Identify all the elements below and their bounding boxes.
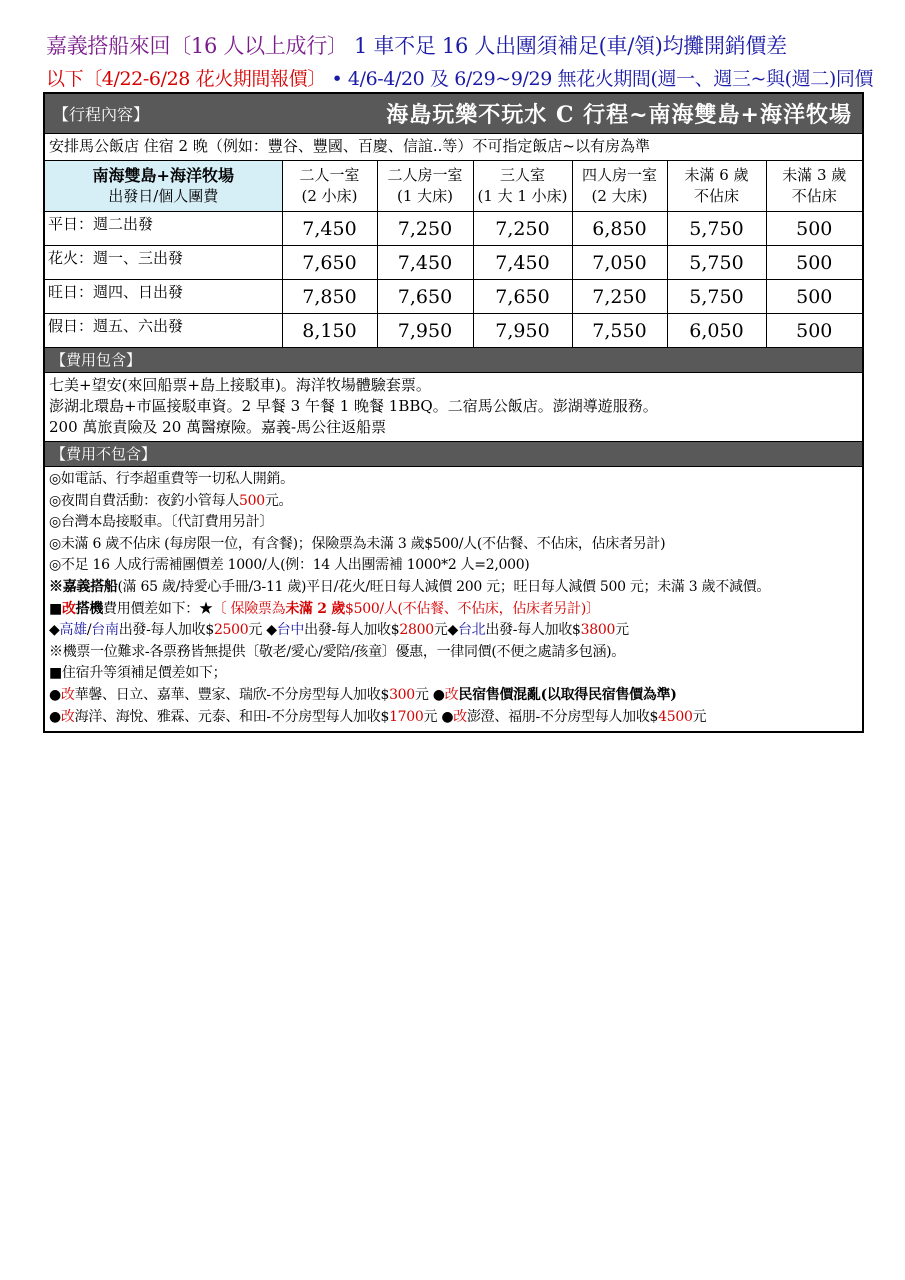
price-cell: 500 (766, 246, 862, 280)
hotel-note: 安排馬公飯店 住宿 2 晚（例如：豐谷、豐國、百慶、信誼..等）不可指定飯店~以有房為準 (45, 134, 862, 161)
price-table-header-row (45, 161, 862, 212)
header-line-1 (46, 30, 787, 60)
included-line: 七美+望安(來回船票+島上接駁車)。海洋牧場體驗套票。 (49, 376, 431, 394)
excluded-line: ※機票一位難求-各票務皆無提供〔敬老/愛心/愛陪/孩童〕優惠，一律同價(不便之處請多包涵)。 (49, 643, 626, 660)
excluded-list (45, 467, 862, 731)
itinerary-box (43, 92, 864, 733)
departure-day-cell: 花火：週一、三出發 (45, 246, 282, 280)
included-list (45, 373, 862, 441)
header-line-2 (46, 64, 873, 91)
column-header: 未滿 3 歲 不佔床 (766, 161, 862, 212)
price-cell: 500 (766, 212, 862, 246)
price-cell: 7,950 (473, 314, 572, 348)
excluded-line: ◎未滿 6 歲不佔床 (每房限一位，有含餐)；保險票為未滿 3 歲$500/人(不佔餐、不佔床，佔床者另計) (49, 535, 666, 552)
column-header: 四人房一室 (2 大床) (572, 161, 667, 212)
header-shortfall-note: 1 車不足 16 人出團須補足(車/領)均攤開銷價差 (354, 34, 787, 58)
departure-day-cell: 平日：週二出發 (45, 212, 282, 246)
included-line: 200 萬旅責險及 20 萬醫療險。嘉義-馬公往返船票 (49, 418, 387, 436)
departure-day-cell: 假日：週五、六出發 (45, 314, 282, 348)
price-cell: 7,650 (377, 280, 473, 314)
price-cell: 7,050 (572, 246, 667, 280)
price-cell: 500 (766, 314, 862, 348)
price-cell: 7,450 (377, 246, 473, 280)
excluded-line: ◎如電話、行李超重費等一切私人開銷。 (49, 471, 294, 487)
price-cell: 7,450 (473, 246, 572, 280)
price-cell: 7,850 (282, 280, 377, 314)
price-cell: 7,950 (377, 314, 473, 348)
header-fireworks-period: 以下〔4/22-6/28 花火期間報價〕 (46, 68, 326, 90)
price-cell: 7,450 (282, 212, 377, 246)
price-table (45, 161, 862, 347)
column-header: 三人室 (1 大 1 小床) (473, 161, 572, 212)
price-cell: 5,750 (667, 246, 766, 280)
route-header-cell (45, 161, 282, 212)
excluded-line: ◆高雄/台南出發-每人加收$2500元 ◆台中出發-每人加收$2800元◆台北出發-每人加收$3800元 (49, 622, 629, 639)
price-cell: 7,650 (473, 280, 572, 314)
included-line: 澎湖北環島+市區接駁車資。2 早餐 3 午餐 1 晚餐 1BBQ。二宿馬公飯店。澎湖導遊服務。 (49, 397, 658, 415)
excluded-line: ■改搭機費用價差如下：★〔 保險票為未滿 2 歲$500/人(不佔餐、不佔床，佔床者另計)〕 (49, 600, 600, 617)
table-row (45, 314, 862, 348)
table-row (45, 246, 862, 280)
column-header: 未滿 6 歲 不佔床 (667, 161, 766, 212)
route-name: 南海雙島+海洋牧場 (92, 166, 234, 185)
itinerary-title-bar (45, 94, 862, 134)
price-cell: 7,550 (572, 314, 667, 348)
route-subtitle: 出發日/個人團費 (108, 187, 219, 205)
price-cell: 500 (766, 280, 862, 314)
header-group-tour-note: 嘉義搭船來回〔16 人以上成行〕 (46, 34, 348, 58)
excluded-section-bar: 【費用不包含】 (45, 441, 862, 467)
column-header: 二人房一室 (1 大床) (377, 161, 473, 212)
price-cell: 7,250 (572, 280, 667, 314)
itinerary-title: 海島玩樂不玩水 C 行程~南海雙島+海洋牧場 (386, 102, 852, 128)
itinerary-label: 【行程內容】 (53, 105, 150, 124)
price-cell: 6,850 (572, 212, 667, 246)
excluded-line: ※嘉義搭船(滿 65 歲/持愛心手冊/3-11 歲)平日/花火/旺日每人減價 200 元；旺日每人減價 500 元；未滿 3 歲不減價。 (49, 578, 771, 595)
price-cell: 7,650 (282, 246, 377, 280)
excluded-line: ◎不足 16 人成行需補團價差 1000/人(例：14 人出團需補 1000*2 人=2,000) (49, 557, 530, 574)
price-cell: 7,250 (377, 212, 473, 246)
included-section-bar: 【費用包含】 (45, 347, 862, 373)
excluded-line: ●改華馨、日立、嘉華、豐家、瑞欣-不分房型每人加收$300元 ●改民宿售價混亂(以取得民宿售價為準) (49, 686, 677, 703)
excluded-line: ◎台灣本島接駁車。〔代訂費用另計〕 (49, 514, 274, 531)
excluded-line: ◎夜間自費活動：夜釣小管每人500元。 (49, 492, 293, 509)
excluded-line: ●改海洋、海悅、雅霖、元泰、和田-不分房型每人加收$1700元 ●改澎澄、福朋-不分房型每人加收$4500元 (49, 708, 707, 725)
header-off-period: • 4/6-4/20 及 6/29~9/29 無花火期間(週一、週三~與(週二)同價 (331, 68, 874, 90)
excluded-line: ■住宿升等須補足價差如下； (49, 665, 227, 682)
price-cell: 7,250 (473, 212, 572, 246)
price-cell: 8,150 (282, 314, 377, 348)
column-header: 二人一室 (2 小床) (282, 161, 377, 212)
departure-day-cell: 旺日：週四、日出發 (45, 280, 282, 314)
table-row (45, 212, 862, 246)
price-cell: 5,750 (667, 212, 766, 246)
price-cell: 6,050 (667, 314, 766, 348)
table-row (45, 280, 862, 314)
price-cell: 5,750 (667, 280, 766, 314)
